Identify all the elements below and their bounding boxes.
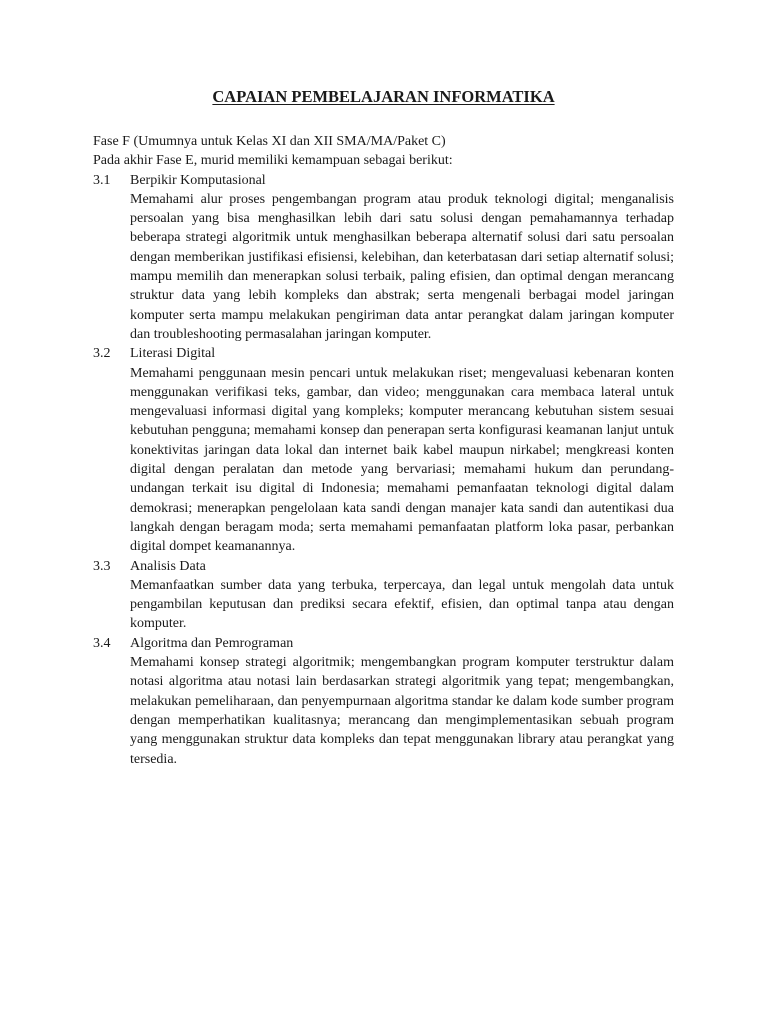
section-berpikir-komputasional	[93, 171, 674, 345]
section-heading	[93, 557, 674, 576]
section-heading	[93, 171, 674, 190]
section-number: 3.1	[93, 172, 111, 188]
section-title: Algoritma dan Pemrograman	[130, 635, 294, 651]
section-body: Memahami konsep strategi algoritmik; mengembangkan program komputer terstruktur dalam notasi algoritma atau notasi lain berdasarkan strategi algoritmik yang tepat; mengembangkan, melakukan pemeliharaan, dan penyempurnaan algoritma standar ke dalam kode sumber program dengan memperhatikan kualitasnya; merancang dan mengimplementasikan sebuah program yang menggunakan struktur data kompleks dan tepat menggunakan library atau perangkat yang tersedia.	[130, 655, 674, 767]
section-title: Literasi Digital	[130, 346, 216, 362]
intro-statement: Pada akhir Fase E, murid memiliki kemampuan sebagai berikut:	[93, 153, 453, 169]
document-title: CAPAIAN PEMBELAJARAN INFORMATIKA	[212, 87, 555, 106]
section-body: Memahami penggunaan mesin pencari untuk melakukan riset; mengevaluasi kebenaran konten menggunakan verifikasi teks, gambar, dan video; menggunakan cara membaca lateral untuk mengevaluasi informasi digital yang kompleks; komputer merancang kebutuhan sistem sesuai kebutuhan pengguna; memahami konsep dan penerapan serta konfigurasi keamanan lanjut untuk konektivitas jaringan data lokal dan internet baik kabel maupun nirkabel; mengkreasi konten digital dengan peralatan dan metode yang bervariasi; memahami hukum dan perundang-undangan terkait isu digital di Indonesia; memahami pemanfaatan teknologi digital dalam demokrasi; menerapkan pengelolaan kata sandi dengan manajer kata sandi dan autentikasi dua langkah dengan beragam moda; serta memahami pemanfaatan platform loka pasar, perbankan digital dompet keamanannya.	[130, 365, 674, 555]
section-analisis-data	[93, 557, 674, 634]
intro-phase: Fase F (Umumnya untuk Kelas XI dan XII SMA/MA/Paket C)	[93, 134, 446, 149]
section-algoritma-pemrograman	[93, 634, 674, 769]
section-title: Berpikir Komputasional	[130, 172, 266, 188]
section-title: Analisis Data	[130, 558, 206, 574]
section-number: 3.3	[93, 558, 111, 574]
section-number: 3.4	[93, 635, 111, 651]
section-body: Memahami alur proses pengembangan program atau produk teknologi digital; menganalisis persoalan yang bisa menghasilkan lebih dari satu solusi dengan pemahamannya terhadap beberapa strategi algoritmik untuk menghasilkan beberapa alternatif solusi dari satu persoalan dengan memberikan justifikasi efisiensi, kelebihan, dan keterbatasan dari setiap alternatif solusi; mampu memilih dan menerapkan solusi terbaik, paling efisien, dan optimal dengan merancang struktur data yang lebih kompleks dan abstrak; serta mengenali berbagai model jaringan komputer serta mampu melakukan pengiriman data antar perangkat dalam jaringan komputer dan troubleshooting permasalahan jaringan komputer.	[130, 191, 674, 342]
section-body: Memanfaatkan sumber data yang terbuka, terpercaya, dan legal untuk mengolah data untuk pengambilan keputusan dan prediksi secara efektif, efisien, dan optimal tanpa atau dengan komputer.	[130, 577, 674, 632]
section-literasi-digital	[93, 344, 674, 556]
document-page	[93, 86, 674, 769]
section-heading	[93, 634, 674, 653]
section-number: 3.2	[93, 346, 111, 362]
section-heading	[93, 344, 674, 363]
